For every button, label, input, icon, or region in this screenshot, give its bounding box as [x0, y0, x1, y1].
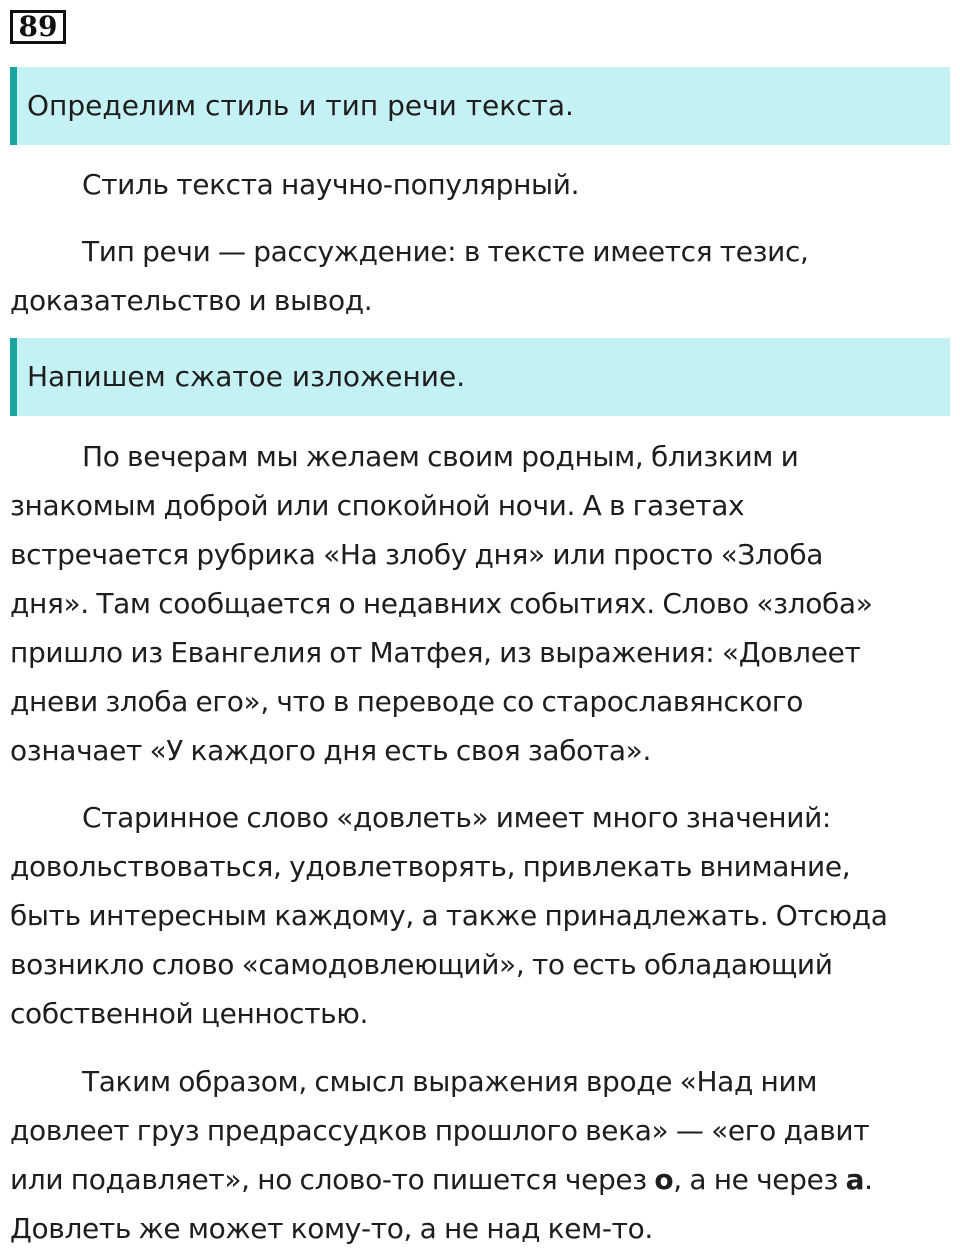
- p2-line-1: Старинное слово «довлеть» имеет много значений:: [82, 801, 832, 834]
- p1-line-2: знакомым доброй или спокойной ночи. А в газетах: [10, 489, 745, 522]
- p3-line-3: [10, 1155, 950, 1204]
- p3-line-3-part-b: , а не через: [673, 1163, 846, 1196]
- p1-line-4: дня». Там сообщается о недавних событиях. Слово «злоба»: [10, 587, 873, 620]
- summary-paragraph-2: [10, 793, 950, 1038]
- p3-line-4: Довлеть же может кому-то, а не над кем-то.: [10, 1212, 653, 1245]
- bold-letter-a: а: [845, 1163, 865, 1196]
- p3-line-2: довлеет груз предрассудков прошлого века» — «его давит: [10, 1114, 870, 1147]
- summary-paragraph-1: [10, 432, 950, 775]
- p2-line-2: довольствоваться, удовлетворять, привлекать внимание,: [10, 850, 851, 883]
- style-paragraph: [10, 160, 950, 209]
- type-line-2: доказательство и вывод.: [10, 284, 373, 317]
- p2-line-4: возникло слово «самодовлеющий», то есть обладающий: [10, 948, 833, 981]
- p1-line-6: дневи злоба его», что в переводе со старославянского: [10, 685, 804, 718]
- summary-paragraph-3: [10, 1057, 950, 1253]
- type-paragraph: [10, 227, 950, 325]
- type-line-1: Тип речи — рассуждение: в тексте имеется тезис,: [82, 235, 809, 268]
- p3-line-3-part-a: или подавляет», но слово-то пишется через: [10, 1163, 655, 1196]
- task-summary: Напишем сжатое изложение.: [10, 338, 950, 416]
- p1-line-1: По вечерам мы желаем своим родным, близким и: [82, 440, 799, 473]
- task-style-type: Определим стиль и тип речи текста.: [10, 67, 950, 145]
- exercise-number: 89: [10, 10, 66, 44]
- p1-line-7: означает «У каждого дня есть своя забота».: [10, 734, 652, 767]
- p2-line-5: собственной ценностью.: [10, 997, 369, 1030]
- p3-line-3-part-c: .: [864, 1163, 873, 1196]
- style-line: Стиль текста научно-популярный.: [82, 168, 580, 201]
- p3-line-1: Таким образом, смысл выражения вроде «Над ним: [82, 1065, 818, 1098]
- p1-line-3: встречается рубрика «На злобу дня» или просто «Злоба: [10, 538, 824, 571]
- bold-letter-o: о: [654, 1163, 674, 1196]
- p1-line-5: пришло из Евангелия от Матфея, из выражения: «Довлеет: [10, 636, 861, 669]
- p2-line-3: быть интересным каждому, а также принадлежать. Отсюда: [10, 899, 888, 932]
